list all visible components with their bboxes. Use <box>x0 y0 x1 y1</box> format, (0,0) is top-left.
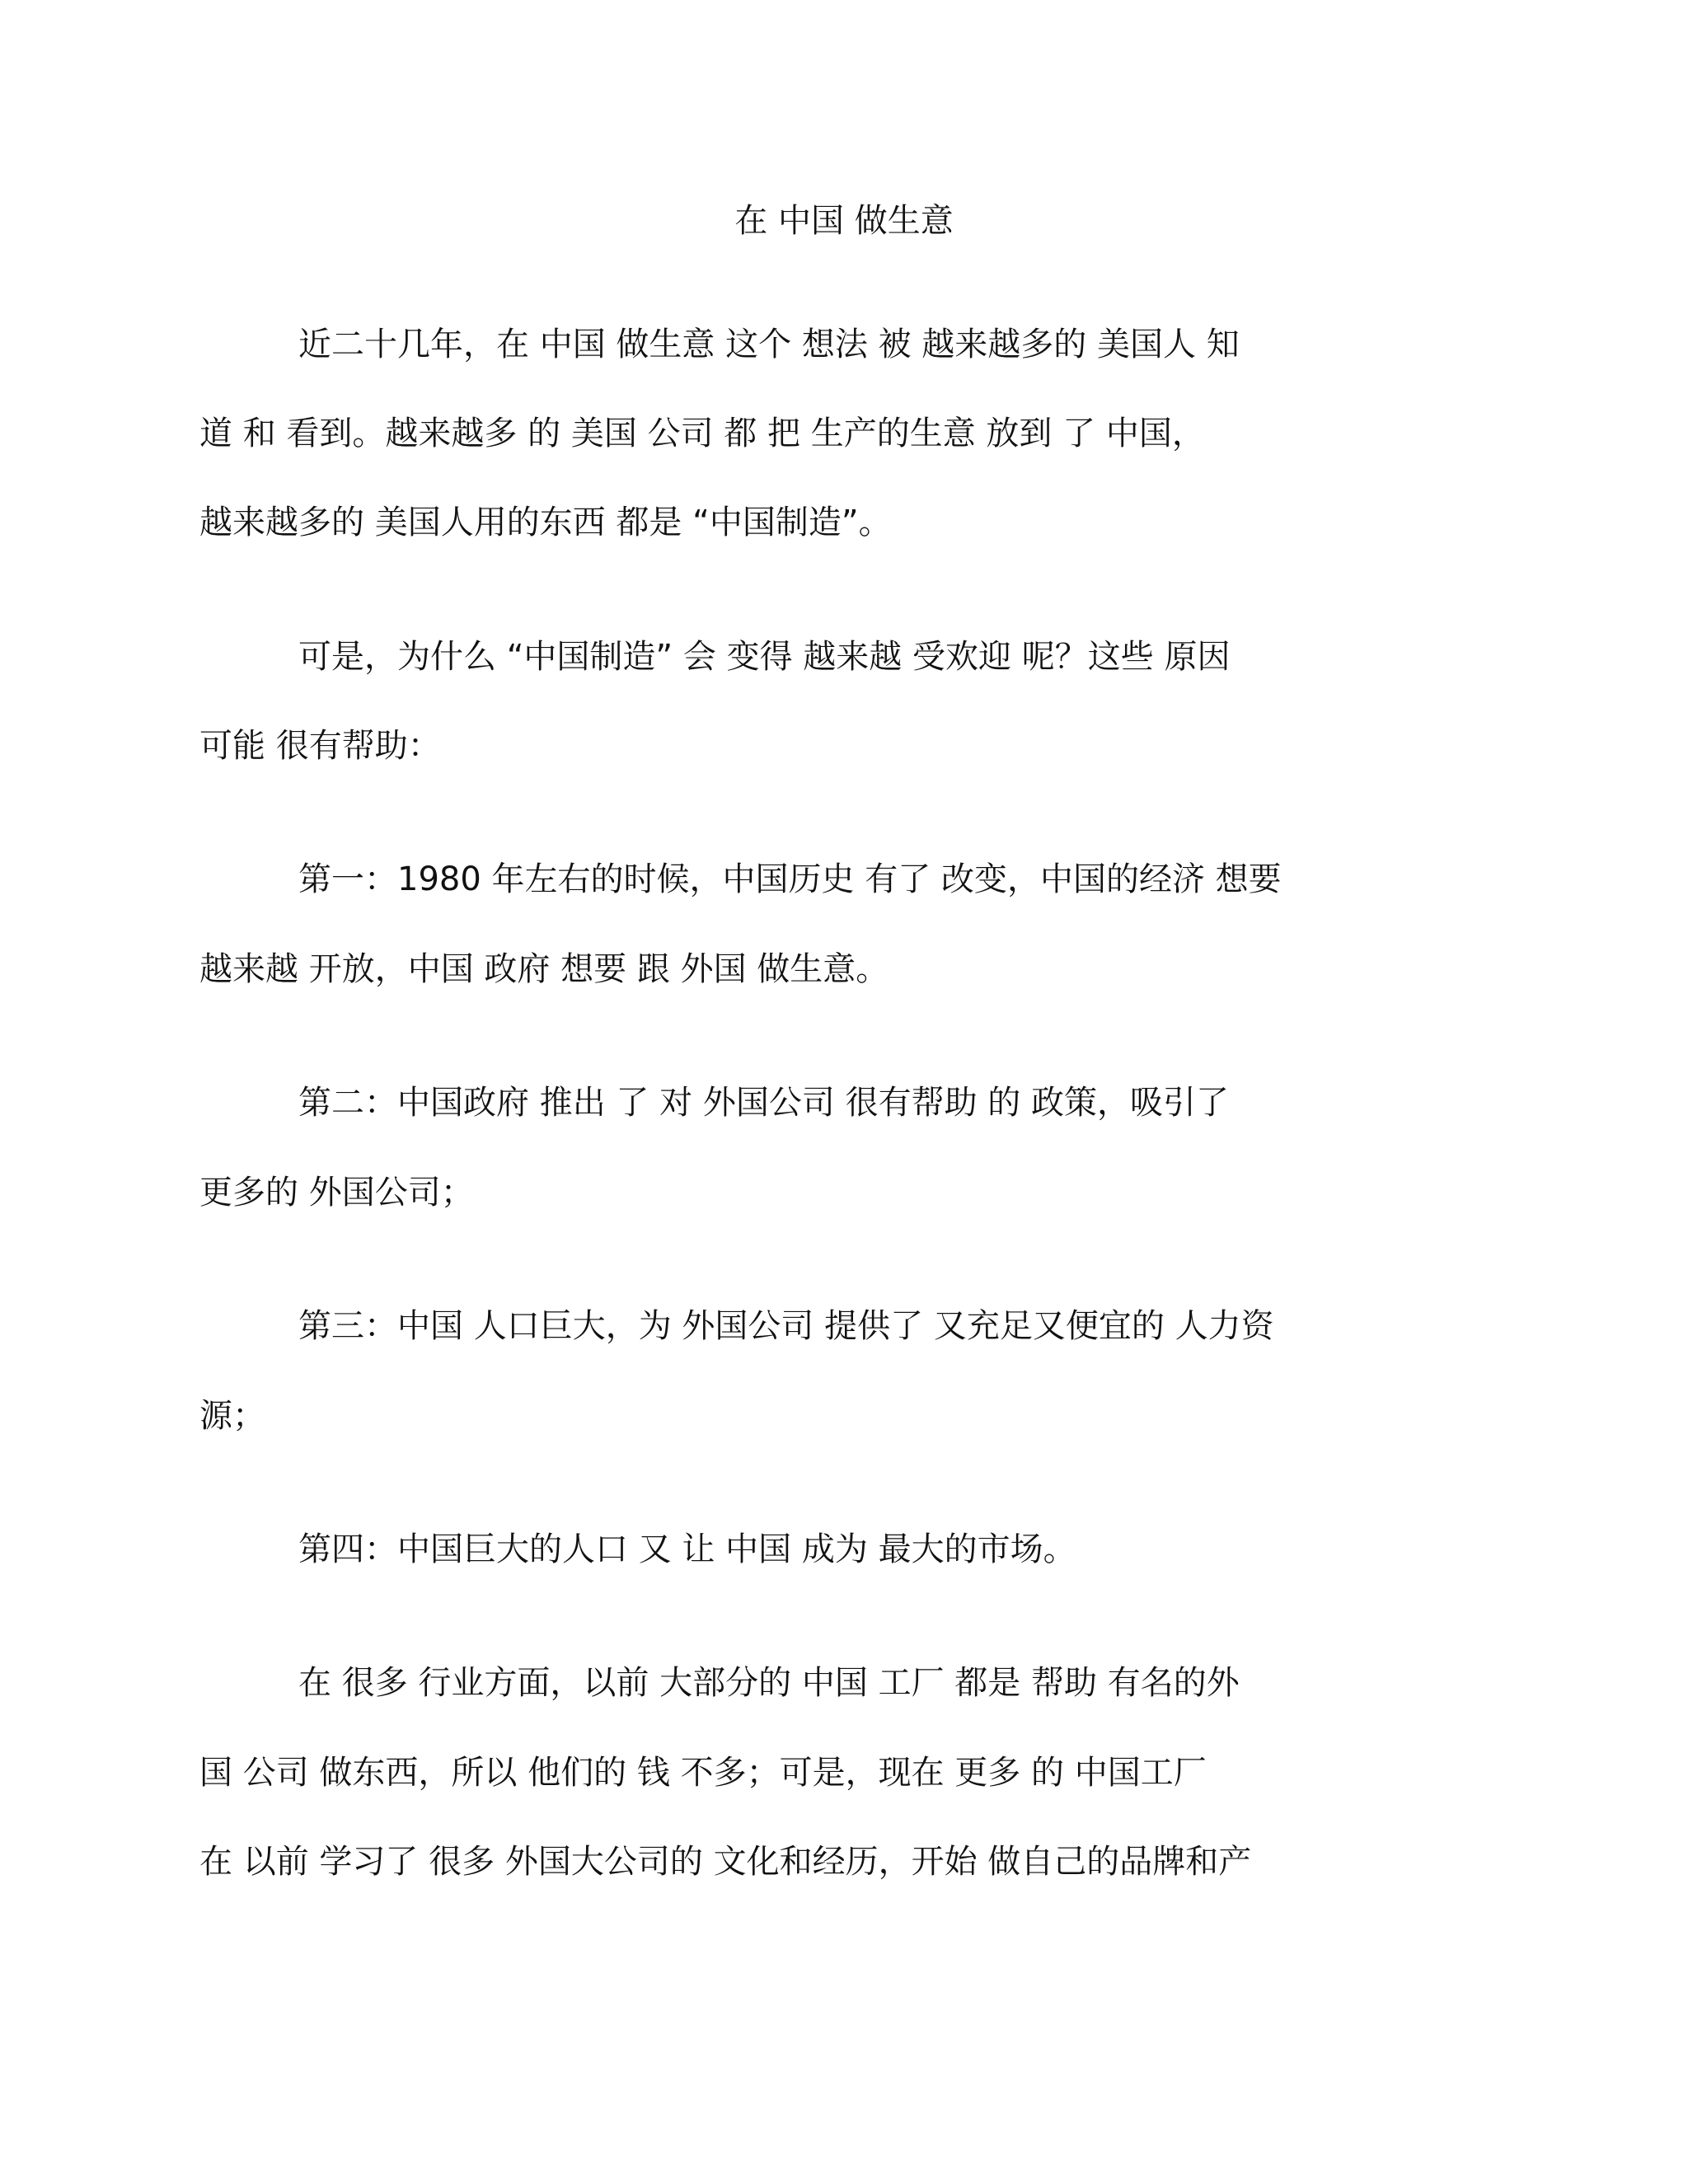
paragraph-3-line-1: 第一：1980 年左右的时候，中国历史 有了 改变，中国的经济 想要 <box>298 860 1282 898</box>
paragraph-4-line-2: 更多的 外国公司； <box>199 1174 474 1212</box>
paragraph-5-line-1: 第三：中国 人口巨大，为 外国公司 提供了 又充足又便宜的 人力资 <box>298 1307 1274 1345</box>
paragraph-2-line-2: 可能 很有帮助： <box>199 727 441 765</box>
paragraph-4-line-1: 第二：中国政府 推出 了 对 外国公司 很有帮助 的 政策，吸引了 <box>298 1084 1230 1122</box>
paragraph-6-line-1: 第四：中国巨大的人口 又 让 中国 成为 最大的市场。 <box>298 1530 1076 1568</box>
paragraph-7-line-2: 国 公司 做东西，所以 他们的 钱 不多；可是，现在 更多 的 中国工厂 <box>199 1754 1207 1792</box>
paragraph-1-line-1: 近二十几年，在 中国 做生意 这个 想法 被 越来越多的 美国人 知 <box>298 326 1240 363</box>
document-title: 在 中国 做生意 <box>734 202 954 240</box>
paragraph-5-line-2: 源； <box>199 1397 265 1435</box>
paragraph-1-line-2: 道 和 看到。越来越多 的 美国 公司 都 把 生产的生意 放到 了 中国， <box>199 415 1205 452</box>
paragraph-7-line-1: 在 很多 行业方面，以前 大部分的 中国 工厂 都是 帮助 有名的外 <box>298 1664 1240 1702</box>
paragraph-7-line-3: 在 以前 学习了 很多 外国大公司的 文化和经历，开始 做自己的品牌和产 <box>199 1843 1252 1881</box>
paragraph-2-line-1: 可是，为什么 “中国制造” 会 变得 越来越 受欢迎 呢？这些 原因 <box>298 638 1231 676</box>
paragraph-3-line-2: 越来越 开放，中国 政府 想要 跟 外国 做生意。 <box>199 950 889 988</box>
paragraph-1-line-3: 越来越多的 美国人用的东西 都是 “中国制造”。 <box>199 504 892 541</box>
